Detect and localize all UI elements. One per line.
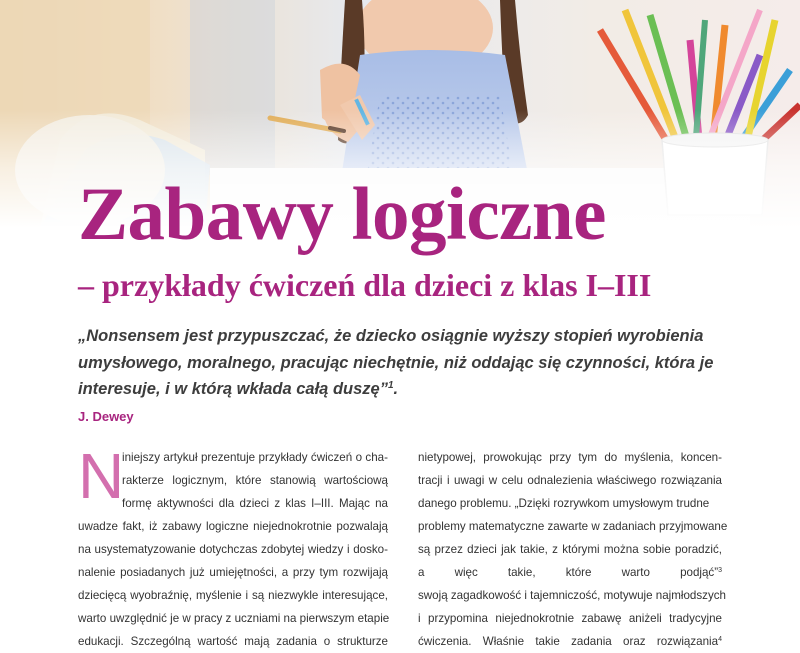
- epigraph-quote: [78, 323, 728, 403]
- body-line-text: ćwiczenia. Właśnie takie zadania oraz rozwiązania: [418, 635, 719, 648]
- body-line: rakterze logicznym, które stanowią wartościową: [122, 474, 388, 487]
- article-subtitle: – przykłady ćwiczeń dla dzieci z klas I–III: [78, 267, 652, 303]
- article-title: Zabawy logiczne: [78, 173, 606, 256]
- body-line: iniejszy artykuł prezentuje przykłady ćwiczeń o cha-: [122, 451, 388, 464]
- body-line: edukacji. Szczególną wartość mają zadania o strukturze: [78, 635, 388, 648]
- body-column-right: [418, 446, 728, 653]
- body-line: są przez dzieci jak takie, z którymi można sobie poradzić,: [418, 543, 722, 556]
- body-line: swoją zagadkowość i tajemniczość, motywuje najmłodszych: [418, 589, 727, 602]
- body-line: tracji i uwagi w celu odnalezienia właściwego rozwiązania: [418, 474, 722, 487]
- body-line: warto uwzględnić je w pracy z uczniami na pierwszym etapie: [78, 612, 390, 625]
- quote-end: .: [393, 380, 399, 398]
- body-line: danego problemu. „Dzięki rozrywkom umysłowym trudne: [418, 497, 710, 510]
- body-line: problemy matematyczne zawarte w zadaniach przyjmowane: [418, 520, 728, 533]
- body-line: nietypowej, prowokując przy tym do myślenia, koncen-: [418, 451, 722, 464]
- body-line: [418, 561, 722, 584]
- footnote-marker: 1: [387, 380, 394, 391]
- body-line: [418, 630, 722, 653]
- body-line: formę aktywności dla dzieci z klas I–III. Mając na: [122, 497, 388, 510]
- body-line: i przypomina niejednokrotnie zabawę aniżeli tradycyjne: [418, 612, 722, 625]
- footnote-marker: 3: [718, 567, 722, 574]
- body-line: na usystematyzowanie dotychczas zdobytej wiedzy i dosko-: [78, 543, 388, 556]
- footnote-marker: 4: [718, 636, 722, 643]
- body-column-left: [78, 440, 390, 653]
- body-line: uwadze fakt, iż zabawy logiczne niejednokrotnie pozwalają: [78, 520, 388, 533]
- drop-cap: N: [78, 440, 125, 512]
- quote-author: J. Dewey: [78, 409, 134, 424]
- body-line: dziecięcą wyobraźnię, myślenie i są niezwykle interesujące,: [78, 589, 388, 602]
- quote-text: „Nonsensem jest przypuszczać, że dziecko osiągnie wyższy stopień wyrobienia umysłowego, moralnego, pracując niechętnie, niż oddając się czynności, która je interesuje, i w którą wkłada całą duszę”: [78, 327, 714, 398]
- body-line-text: a więc takie, które warto podjąć”: [418, 566, 719, 579]
- body-line: nalenie posiadanych już umiejętności, a przy tym rozwijają: [78, 566, 388, 579]
